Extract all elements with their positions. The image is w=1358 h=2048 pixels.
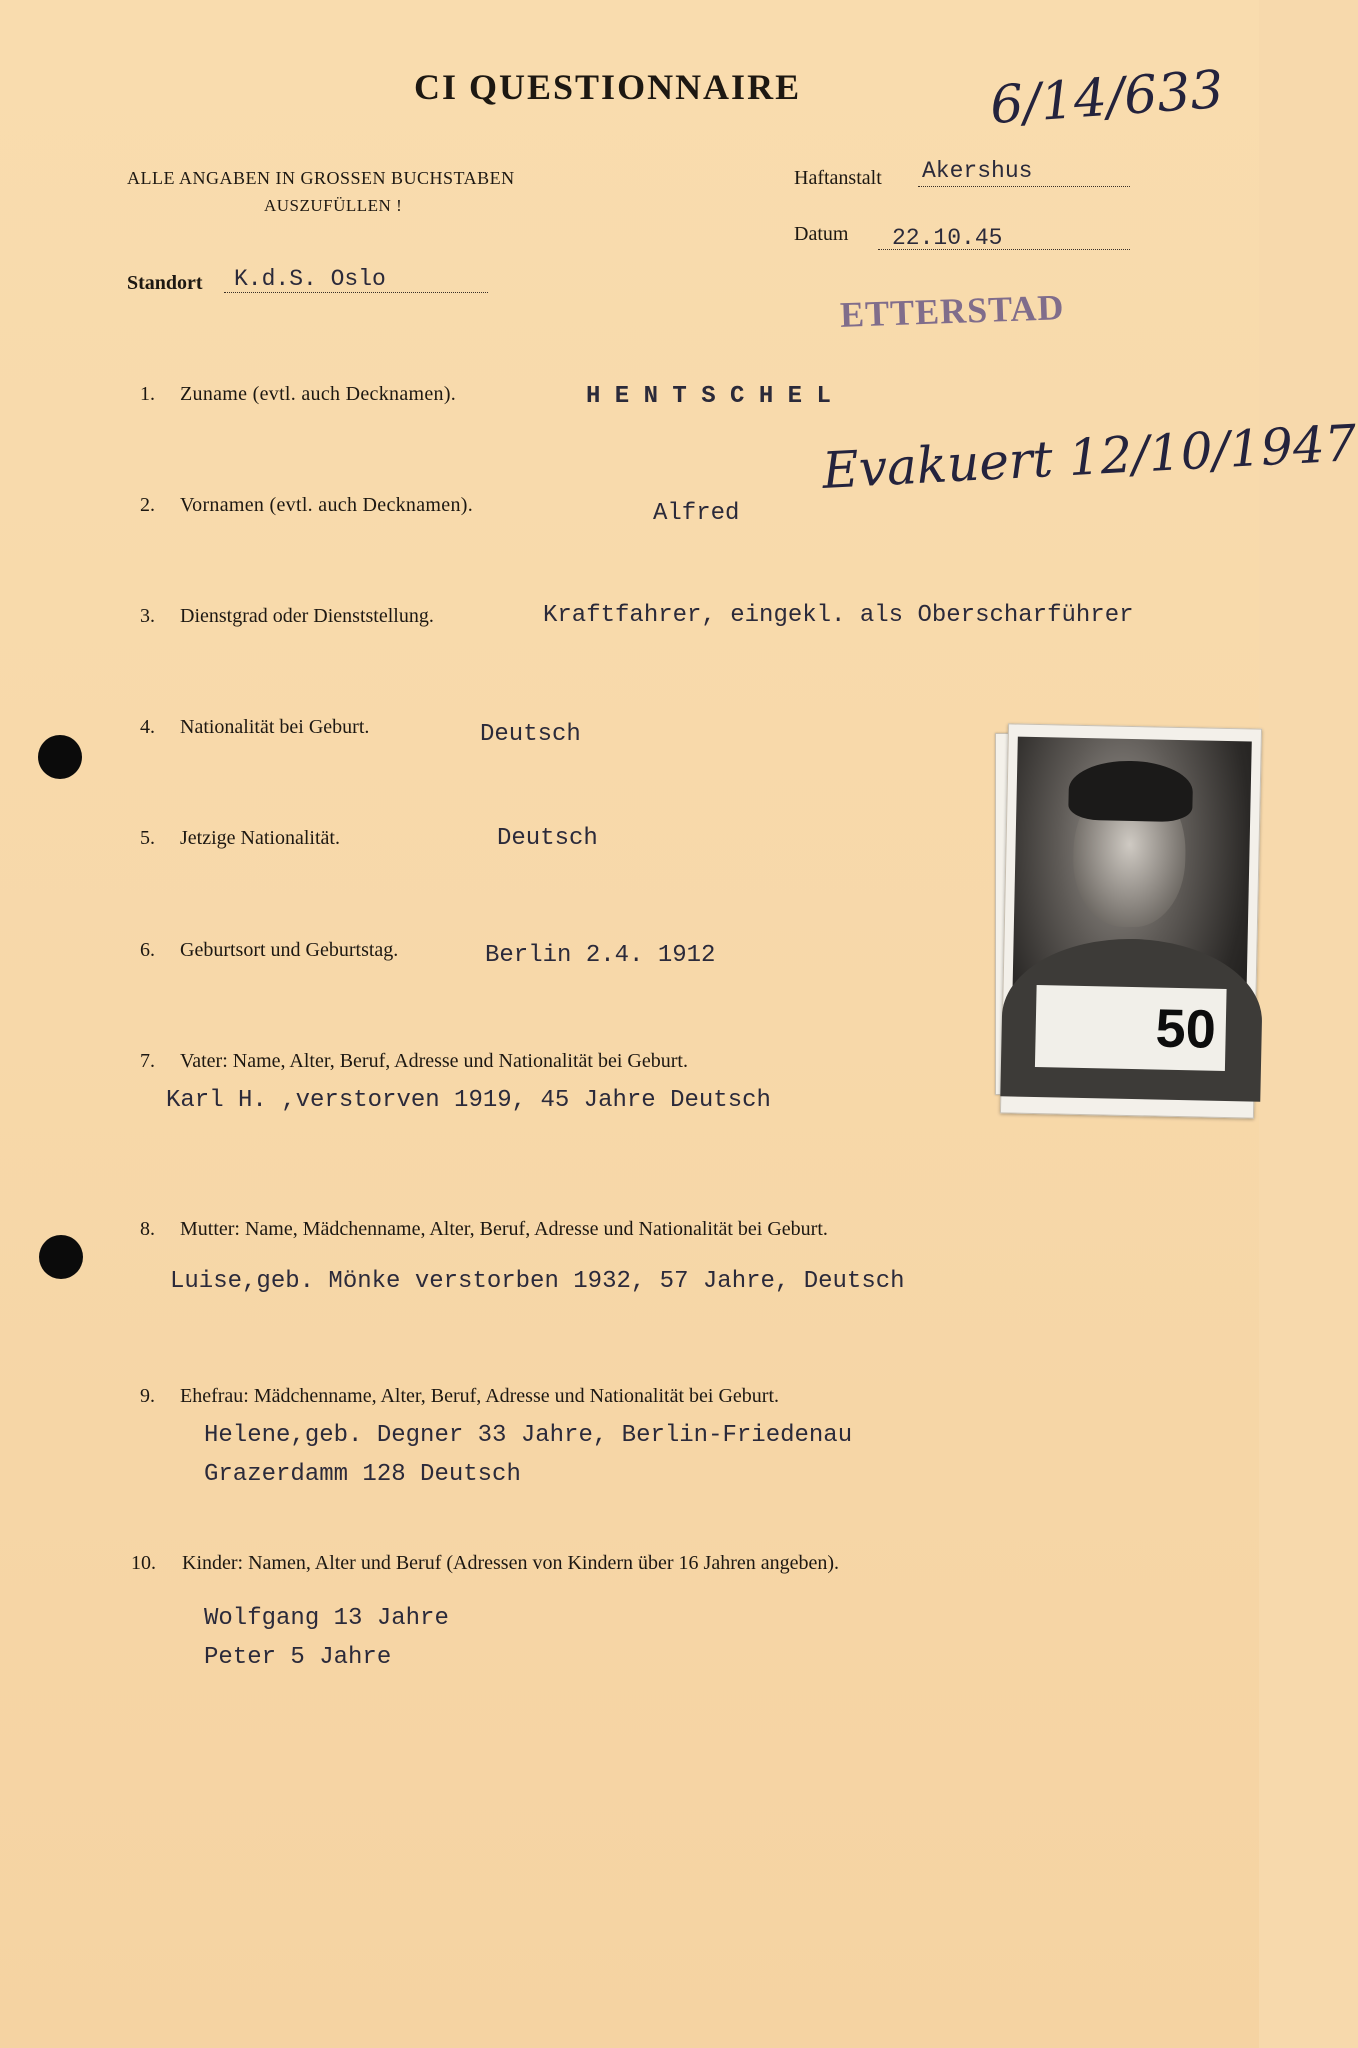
standort-value: K.d.S. Oslo: [234, 266, 386, 292]
question-10-answer-line-1: Wolfgang 13 Jahre: [204, 1605, 449, 1632]
etterstad-stamp: ETTERSTAD: [839, 287, 1066, 335]
question-9-answer-line-2: Grazerdamm 128 Deutsch: [204, 1461, 521, 1488]
question-8-answer: Luise,geb. Mönke verstorben 1932, 57 Jahre, Deutsch: [170, 1268, 905, 1295]
question-9-number: 9.: [140, 1385, 155, 1407]
handwritten-file-number: 6/14/633: [988, 59, 1226, 137]
question-4-number: 4.: [140, 716, 155, 738]
question-1-answer: H E N T S C H E L: [586, 383, 831, 410]
question-4-answer: Deutsch: [480, 721, 581, 748]
punch-hole-top: [38, 735, 82, 779]
question-6-number: 6.: [140, 939, 155, 961]
question-7-number: 7.: [140, 1050, 155, 1072]
question-1-number: 1.: [140, 383, 155, 405]
question-7-label: Vater: Name, Alter, Beruf, Adresse und Nationalität bei Geburt.: [180, 1050, 688, 1072]
question-8-label: Mutter: Name, Mädchenname, Alter, Beruf, Adresse und Nationalität bei Geburt.: [180, 1218, 828, 1240]
question-2-answer: Alfred: [653, 500, 740, 527]
question-6-label: Geburtsort und Geburtstag.: [180, 939, 399, 961]
datum-label: Datum: [794, 223, 849, 245]
question-7-answer: Karl H. ,verstorven 1919, 45 Jahre Deutsch: [166, 1087, 771, 1114]
standort-label: Standort: [127, 272, 203, 294]
haftanstalt-value: Akershus: [922, 158, 1033, 184]
punch-hole-bottom: [39, 1235, 83, 1279]
prisoner-photo-image: [1011, 737, 1252, 1084]
standort-field: [224, 266, 488, 293]
photo-number-sign: 50: [1035, 985, 1227, 1071]
datum-field: [878, 225, 1130, 250]
haftanstalt-field: [918, 158, 1130, 187]
question-5-answer: Deutsch: [497, 825, 598, 852]
question-5-number: 5.: [140, 827, 155, 849]
question-6-answer: Berlin 2.4. 1912: [485, 942, 716, 969]
question-10-number: 10.: [131, 1552, 156, 1574]
question-9-answer-line-1: Helene,geb. Degner 33 Jahre, Berlin-Friedenau: [204, 1422, 853, 1449]
question-10-label: Kinder: Namen, Alter und Beruf (Adressen von Kindern über 16 Jahren angeben).: [182, 1552, 840, 1574]
question-10-answer-line-2: Peter 5 Jahre: [204, 1644, 392, 1671]
question-3-label: Dienstgrad oder Dienststellung.: [180, 605, 434, 627]
question-9-label: Ehefrau: Mädchenname, Alter, Beruf, Adresse und Nationalität bei Geburt.: [180, 1385, 780, 1407]
question-2-number: 2.: [140, 494, 155, 516]
question-8-number: 8.: [140, 1218, 155, 1240]
question-3-number: 3.: [140, 605, 155, 627]
haftanstalt-label: Haftanstalt: [794, 167, 882, 189]
instruction-line-2: AUSZUFÜLLEN !: [264, 196, 403, 215]
handwritten-evacuation-note: Evakuert 12/10/1947: [820, 414, 1358, 500]
document-title: CI QUESTIONNAIRE: [414, 67, 802, 107]
question-3-answer: Kraftfahrer, eingekl. als Oberscharführer: [543, 602, 1134, 629]
question-5-label: Jetzige Nationalität.: [180, 827, 340, 849]
photo-hair: [1068, 760, 1193, 823]
datum-value: 22.10.45: [892, 225, 1003, 251]
prisoner-photo: [1000, 723, 1262, 1118]
question-1-label: Zuname (evtl. auch Decknamen).: [180, 383, 457, 405]
question-2-label: Vornamen (evtl. auch Decknamen).: [180, 494, 474, 516]
question-4-label: Nationalität bei Geburt.: [180, 716, 370, 738]
instruction-line-1: ALLE ANGABEN IN GROSSEN BUCHSTABEN: [127, 168, 515, 188]
